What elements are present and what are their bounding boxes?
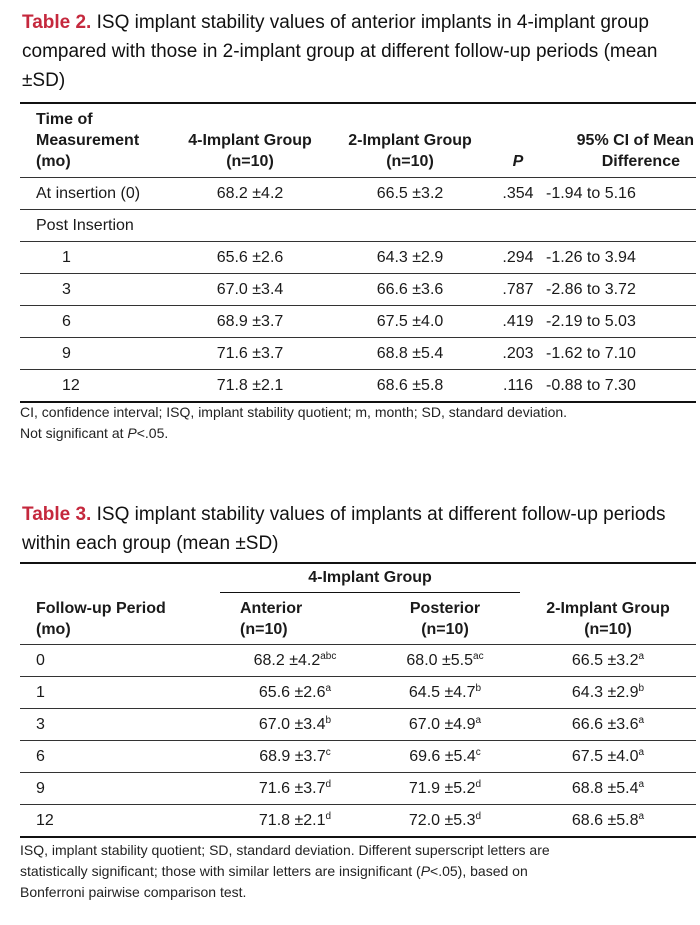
t2-cell-p: .116 [503, 376, 533, 394]
t3-header-anterior: Anterior (n=10) [240, 600, 303, 638]
t2-cell-two: 66.5 ±3.2 [376, 184, 444, 202]
table-row [20, 210, 696, 242]
t3-note-line2: statistically significant; those with similar letters are insignificant (P<.05), based on [20, 863, 528, 879]
t2-cell-p: .203 [502, 344, 534, 362]
t3-cell-period: 3 [36, 715, 45, 733]
t2-cell-ci: -1.62 to 7.10 [546, 344, 636, 362]
t3-cell-anterior: 71.8 ±2.1$^d$ [258, 810, 332, 829]
table-row [20, 773, 696, 805]
t3-header-blank2 [520, 563, 696, 592]
t3-header-period: Follow-up Period (mo) [36, 600, 166, 638]
t2-cell-ci: -2.86 to 3.72 [546, 280, 636, 298]
table-row [20, 741, 696, 773]
t3-cell-period: 9 [36, 779, 45, 797]
t2-cell-ci: -1.26 to 3.94 [546, 248, 636, 266]
table-row [20, 242, 696, 274]
table-row [20, 370, 696, 403]
t3-header-posterior: Posterior (n=10) [409, 600, 481, 638]
t2-section-post-insertion: Post Insertion [36, 216, 134, 234]
t3-cell-period: 6 [36, 747, 45, 765]
t3-cell-2implant: 67.5 ±4.0$^a$ [571, 746, 645, 765]
t2-cell-p: .294 [502, 248, 534, 266]
table3-label: Table 3. [22, 504, 92, 525]
table-row [20, 805, 696, 838]
t3-cell-anterior: 67.0 ±3.4$^b$ [258, 714, 332, 733]
table2-title: ISQ implant stability values of anterior implants in 4-implant group compared with those in 2-implant group at different follow-up periods (mean ±SD) [22, 12, 658, 91]
table-row [20, 677, 696, 709]
t2-cell-time: 12 [62, 376, 80, 394]
t2-cell-two: 68.6 ±5.8 [376, 376, 444, 394]
t3-cell-posterior: 72.0 ±5.3$^d$ [408, 810, 482, 829]
t2-header-ci: 95% CI of Mean Difference [576, 132, 694, 170]
table-row [20, 709, 696, 741]
t3-cell-posterior: 67.0 ±4.9$^a$ [408, 714, 482, 733]
t3-cell-posterior: 71.9 ±5.2$^d$ [408, 778, 482, 797]
t3-cell-posterior: 64.5 ±4.7$^b$ [408, 682, 482, 701]
t2-cell-p: .787 [502, 280, 534, 298]
t2-cell-ci: -0.88 to 7.30 [546, 376, 636, 394]
t2-cell-four: 71.8 ±2.1 [216, 376, 284, 394]
t3-cell-posterior: 68.0 ±5.5$^{ac}$ [406, 650, 484, 669]
t2-cell-time: 3 [62, 280, 71, 298]
t2-cell-time: At insertion (0) [36, 184, 141, 202]
t2-header-2implant: 2-Implant Group (n=10) [348, 132, 472, 170]
table-row [20, 306, 696, 338]
t2-cell-time: 1 [62, 248, 71, 266]
t3-header-2implant: 2-Implant Group (n=10) [546, 600, 670, 638]
t2-note-line2: Not significant at P<.05. [20, 425, 169, 441]
t2-cell-time: 9 [62, 344, 71, 362]
table2 [20, 102, 696, 403]
t2-header-4implant: 4-Implant Group (n=10) [188, 132, 312, 170]
t2-cell-ci: -2.19 to 5.03 [546, 312, 636, 330]
t3-cell-2implant: 66.5 ±3.2$^a$ [571, 650, 645, 669]
t2-cell-time: 6 [62, 312, 71, 330]
t3-note-line1: ISQ, implant stability quotient; SD, standard deviation. Different superscript letters are [20, 842, 550, 858]
t3-cell-anterior: 68.9 ±3.7$^c$ [259, 746, 331, 765]
t3-cell-period: 1 [36, 683, 45, 701]
t3-cell-2implant: 64.3 ±2.9$^b$ [571, 682, 645, 701]
t2-cell-two: 67.5 ±4.0 [376, 312, 444, 330]
t2-cell-four: 67.0 ±3.4 [216, 280, 284, 298]
table2-caption [22, 8, 692, 95]
t3-cell-2implant: 66.6 ±3.6$^a$ [571, 714, 645, 733]
table-row [20, 274, 696, 306]
table-row [20, 645, 696, 677]
t3-note-line3: Bonferroni pairwise comparison test. [20, 884, 247, 900]
table-row [20, 178, 696, 210]
t2-cell-four: 68.2 ±4.2 [216, 184, 284, 202]
t2-cell-two: 64.3 ±2.9 [376, 248, 444, 266]
table3-caption [22, 500, 692, 558]
table3-title: ISQ implant stability values of implants at different follow-up periods within each group (mean ±SD) [22, 504, 666, 554]
t2-cell-two: 68.8 ±5.4 [376, 344, 444, 362]
t2-cell-p: .354 [502, 184, 534, 202]
t2-cell-four: 65.6 ±2.6 [216, 248, 284, 266]
t2-cell-ci: -1.94 to 5.16 [546, 184, 636, 202]
t3-cell-2implant: 68.8 ±5.4$^a$ [571, 778, 645, 797]
table2-footnote [20, 402, 690, 444]
t2-cell-four: 68.9 ±3.7 [216, 312, 284, 330]
table3-footnote [20, 840, 690, 903]
t3-cell-2implant: 68.6 ±5.8$^a$ [571, 810, 645, 829]
t2-cell-p: .419 [502, 312, 534, 330]
t3-cell-period: 0 [36, 651, 45, 669]
t3-cell-anterior: 65.6 ±2.6$^a$ [258, 682, 332, 701]
t3-header-blank [20, 563, 220, 592]
table2-label: Table 2. [22, 12, 92, 33]
t2-cell-two: 66.6 ±3.6 [376, 280, 444, 298]
t3-cell-anterior: 71.6 ±3.7$^d$ [258, 778, 332, 797]
t3-header-4implant-group: 4-Implant Group [220, 563, 520, 592]
table-row [20, 338, 696, 370]
t3-cell-anterior: 68.2 ±4.2$^{abc}$ [253, 650, 337, 669]
t3-cell-posterior: 69.6 ±5.4$^c$ [409, 746, 481, 765]
table3 [20, 562, 696, 838]
t2-header-p: P [512, 153, 524, 170]
t2-cell-four: 71.6 ±3.7 [216, 344, 284, 362]
t2-note-line1: CI, confidence interval; ISQ, implant stability quotient; m, month; SD, standard deviation. [20, 404, 568, 420]
t2-header-time: Time of Measurement (mo) [36, 111, 140, 170]
t3-cell-period: 12 [36, 811, 54, 829]
